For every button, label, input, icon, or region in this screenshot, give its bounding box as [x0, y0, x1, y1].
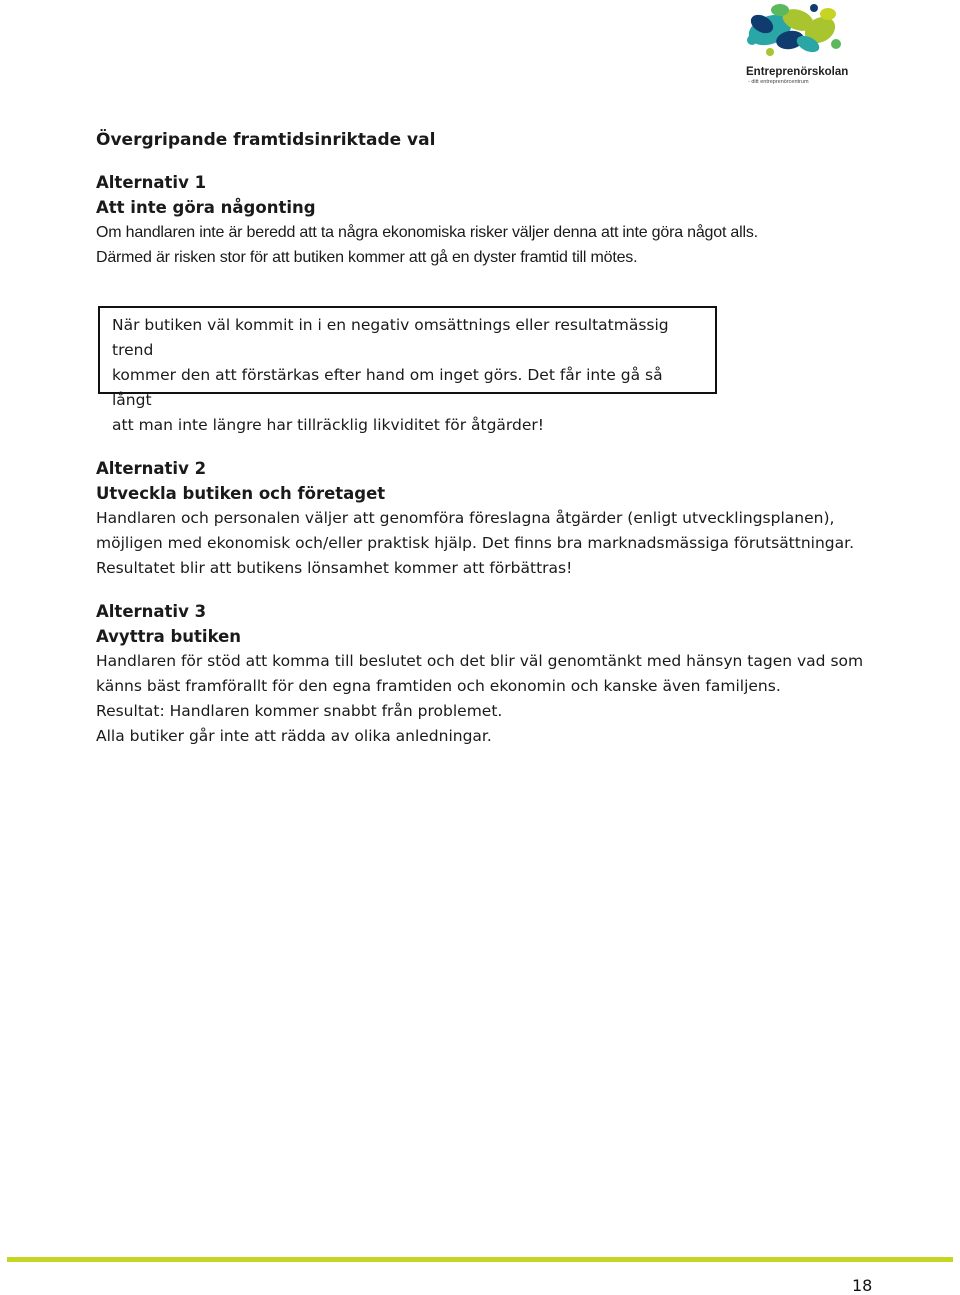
alternative-3-section	[96, 599, 896, 749]
callout-line: kommer den att förstärkas efter hand om inget görs. Det får inte gå så långt	[112, 366, 663, 409]
page-title: Övergripande framtidsinriktade val	[96, 130, 436, 150]
alternative-2-section	[96, 456, 896, 581]
alternative-3-line: Resultat: Handlaren kommer snabbt från problemet.	[96, 702, 503, 720]
alternative-1-line: Därmed är risken stor för att butiken kommer att gå en dyster framtid till mötes.	[96, 249, 638, 266]
logo-mark-icon	[740, 0, 850, 66]
alternative-2-line: Handlaren och personalen väljer att genomföra föreslagna åtgärder (enligt utvecklingsplanen),	[96, 509, 835, 527]
alternative-2-line: Resultatet blir att butikens lönsamhet kommer att förbättras!	[96, 559, 573, 577]
footer-rule	[7, 1257, 953, 1262]
alternative-3-line: Alla butiker går inte att rädda av olika anledningar.	[96, 727, 492, 745]
alternative-3-line: känns bäst framförallt för den egna framtiden och ekonomin och kanske även familjens.	[96, 677, 781, 695]
callout-box	[98, 306, 717, 434]
intro-section	[96, 128, 886, 270]
alternative-2-subtitle: Utveckla butiken och företaget	[96, 484, 386, 503]
callout-line: att man inte längre har tillräcklig likviditet för åtgärder!	[112, 416, 544, 434]
alternative-3-title: Alternativ 3	[96, 602, 207, 621]
alternative-1-subtitle: Att inte göra någonting	[96, 198, 316, 217]
alternative-1-line: Om handlaren inte är beredd att ta några ekonomiska risker väljer denna att inte göra något alls.	[96, 224, 758, 241]
alternative-1-title: Alternativ 1	[96, 173, 207, 192]
callout-line: När butiken väl kommit in i en negativ omsättnings eller resultatmässig trend	[112, 316, 669, 359]
logo-name: Entreprenörskolan	[746, 66, 849, 78]
page-number: 18	[852, 1276, 873, 1295]
logo	[740, 0, 850, 92]
alternative-3-line: Handlaren för stöd att komma till beslutet och det blir väl genomtänkt med hänsyn tagen vad som	[96, 652, 864, 670]
alternative-2-title: Alternativ 2	[96, 459, 207, 478]
alternative-2-line: möjligen med ekonomisk och/eller praktisk hjälp. Det finns bra marknadsmässiga förutsättningar.	[96, 534, 855, 552]
alternative-3-subtitle: Avyttra butiken	[96, 627, 242, 646]
logo-tagline: - ditt entreprenörcentrum	[748, 79, 809, 85]
